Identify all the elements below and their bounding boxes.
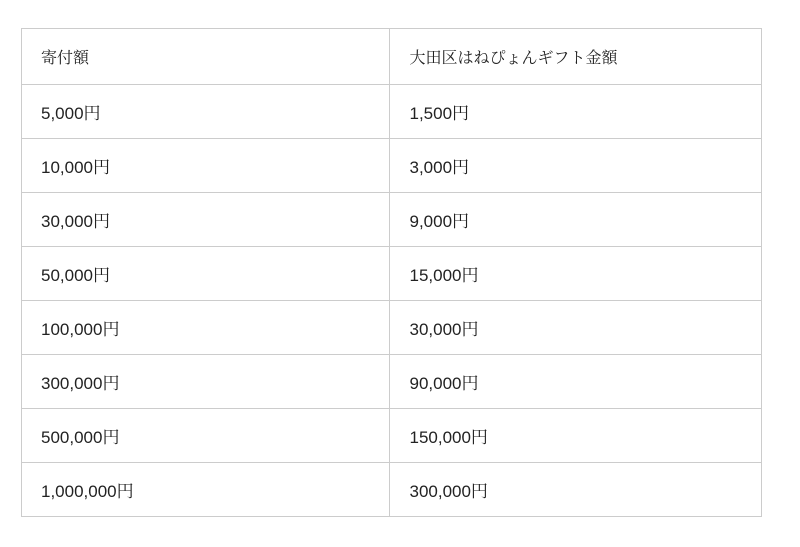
column-header-donation-amount: 寄付額 [22, 29, 390, 85]
table-row [22, 409, 762, 463]
gift-amount-cell: 9,000円 [390, 193, 762, 247]
donation-amount-cell: 10,000円 [22, 139, 390, 193]
gift-amount-cell: 1,500円 [390, 85, 762, 139]
donation-amount-cell: 300,000円 [22, 355, 390, 409]
table-header-row [22, 29, 762, 85]
table-row [22, 247, 762, 301]
donation-amount-cell: 500,000円 [22, 409, 390, 463]
table-row [22, 355, 762, 409]
donation-amount-cell: 1,000,000円 [22, 463, 390, 517]
donation-amount-cell: 100,000円 [22, 301, 390, 355]
column-header-gift-amount: 大田区はねぴょんギフト金額 [390, 29, 762, 85]
gift-amount-cell: 3,000円 [390, 139, 762, 193]
gift-amount-cell: 300,000円 [390, 463, 762, 517]
donation-amount-cell: 5,000円 [22, 85, 390, 139]
gift-amount-cell: 15,000円 [390, 247, 762, 301]
table-row [22, 85, 762, 139]
donation-amount-cell: 50,000円 [22, 247, 390, 301]
table-row [22, 463, 762, 517]
donation-amount-cell: 30,000円 [22, 193, 390, 247]
gift-amount-cell: 30,000円 [390, 301, 762, 355]
table-row [22, 193, 762, 247]
table-row [22, 139, 762, 193]
donation-gift-table [21, 28, 762, 517]
table-row [22, 301, 762, 355]
gift-amount-cell: 150,000円 [390, 409, 762, 463]
gift-amount-cell: 90,000円 [390, 355, 762, 409]
